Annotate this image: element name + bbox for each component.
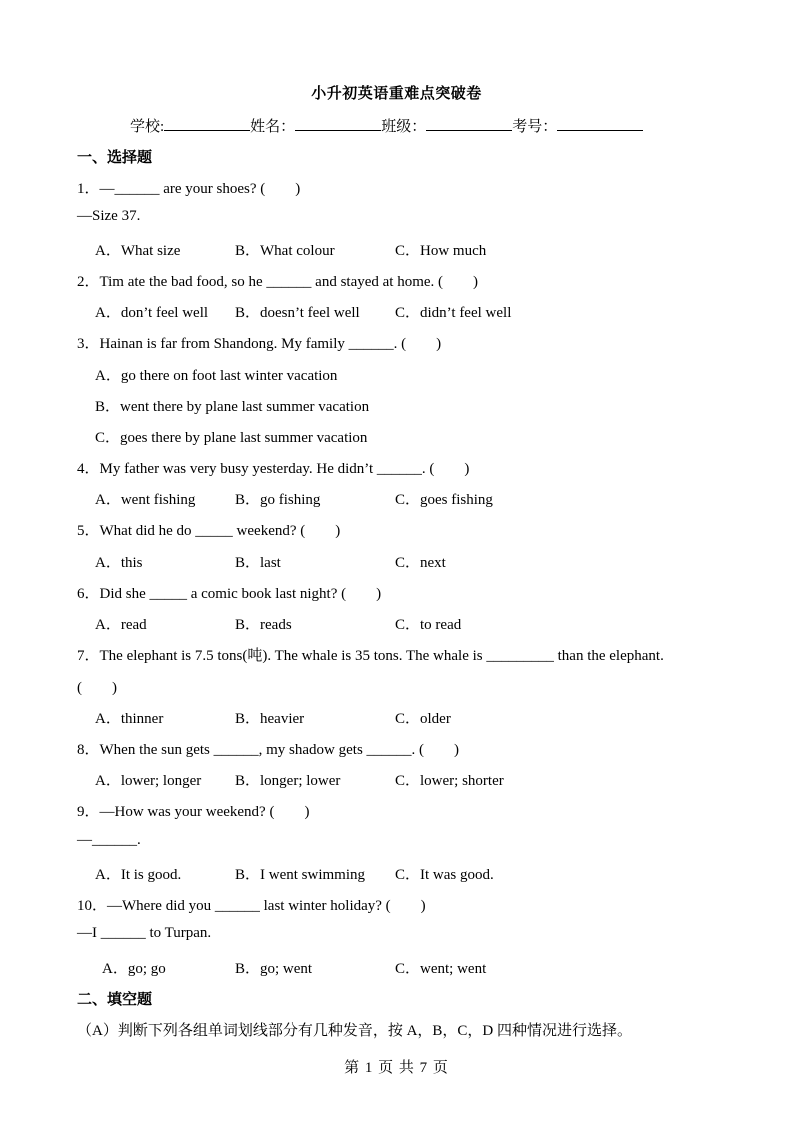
- question-4-option-a: A．went fishing: [95, 492, 196, 508]
- question-5-option-b: B．last: [235, 555, 281, 571]
- question-2-option-b: B．doesn’t feel well: [235, 305, 360, 321]
- question-5-option-c: C．next: [395, 555, 446, 571]
- question-7-option-c: C．older: [395, 711, 451, 727]
- question-1-option-b: B．What colour: [235, 243, 335, 259]
- question-10-option-c: C．went; went: [395, 961, 487, 977]
- question-7-option-b: B．heavier: [235, 711, 305, 727]
- question-7-stem: 7．The elephant is 7.5 tons(吨). The whale is 35 tons. The whale is _________ than the elephant.: [77, 648, 664, 664]
- section-heading-choice: 一、选择题: [77, 150, 153, 166]
- question-9-stem: 9．—How was your weekend? ( ): [77, 804, 310, 820]
- question-2-stem: 2．Tim ate the bad food, so he ______ and stayed at home. ( ): [77, 274, 479, 290]
- question-9-option-b: B．I went swimming: [235, 867, 365, 883]
- question-6-option-a: A．read: [95, 617, 147, 633]
- question-3-option-b: B．went there by plane last summer vacation: [95, 399, 370, 415]
- question-10-stem: 10．—Where did you ______ last winter holiday? ( ): [77, 898, 426, 914]
- page-footer: 第 1 页 共 7 页: [344, 1060, 449, 1076]
- question-9-reply: —______.: [77, 832, 141, 848]
- school-label: 学校:: [130, 119, 165, 135]
- section-heading-fill-in: 二、填空题: [77, 992, 153, 1008]
- class-label: 班级：: [381, 119, 427, 135]
- question-6-stem: 6．Did she _____ a comic book last night? ( ): [77, 586, 382, 602]
- question-4-option-c: C．goes fishing: [395, 492, 493, 508]
- question-5-stem: 5．What did he do _____ weekend? ( ): [77, 523, 341, 539]
- question-7-option-a: A．thinner: [95, 711, 164, 727]
- question-1-option-c: C．How much: [395, 243, 487, 259]
- question-3-stem: 3．Hainan is far from Shandong. My family ______. ( ): [77, 336, 442, 352]
- question-6-option-b: B．reads: [235, 617, 292, 633]
- question-9-option-a: A．It is good.: [95, 867, 182, 883]
- question-1-option-a: A．What size: [95, 243, 181, 259]
- question-10-option-a: A．go; go: [102, 961, 166, 977]
- question-3-option-c: C．goes there by plane last summer vacation: [95, 430, 368, 446]
- question-8-option-b: B．longer; lower: [235, 773, 341, 789]
- question-6-option-c: C．to read: [395, 617, 462, 633]
- school-blank: [164, 116, 250, 131]
- page-title: 小升初英语重难点突破卷: [311, 86, 482, 102]
- question-2-option-c: C．didn’t feel well: [395, 305, 512, 321]
- class-blank: [426, 116, 512, 131]
- question-4-option-b: B．go fishing: [235, 492, 321, 508]
- student-info-line: [130, 115, 643, 136]
- question-5-option-a: A．this: [95, 555, 143, 571]
- name-label: 姓名：: [250, 119, 296, 135]
- question-8-option-a: A．lower; longer: [95, 773, 202, 789]
- question-10-reply: —I ______ to Turpan.: [77, 925, 212, 941]
- question-8-stem: 8．When the sun gets ______, my shadow gets ______. ( ): [77, 742, 460, 758]
- question-9-option-c: C．It was good.: [395, 867, 494, 883]
- exam-no-blank: [557, 116, 643, 131]
- question-3-option-a: A．go there on foot last winter vacation: [95, 368, 338, 384]
- name-blank: [295, 116, 381, 131]
- question-1-stem: 1．—______ are your shoes? ( ): [77, 181, 301, 197]
- question-2-option-a: A．don’t feel well: [95, 305, 209, 321]
- exam-no-label: 考号：: [512, 119, 558, 135]
- question-4-stem: 4．My father was very busy yesterday. He didn’t ______. ( ): [77, 461, 470, 477]
- question-7-stem-continued: ( ): [77, 680, 117, 696]
- question-8-option-c: C．lower; shorter: [395, 773, 504, 789]
- question-10-option-b: B．go; went: [235, 961, 313, 977]
- section-2-instructions: （A）判断下列各组单词划线部分有几种发音，按 A，B，C，D 四种情况进行选择。: [77, 1023, 633, 1039]
- question-1-reply: —Size 37.: [77, 208, 141, 224]
